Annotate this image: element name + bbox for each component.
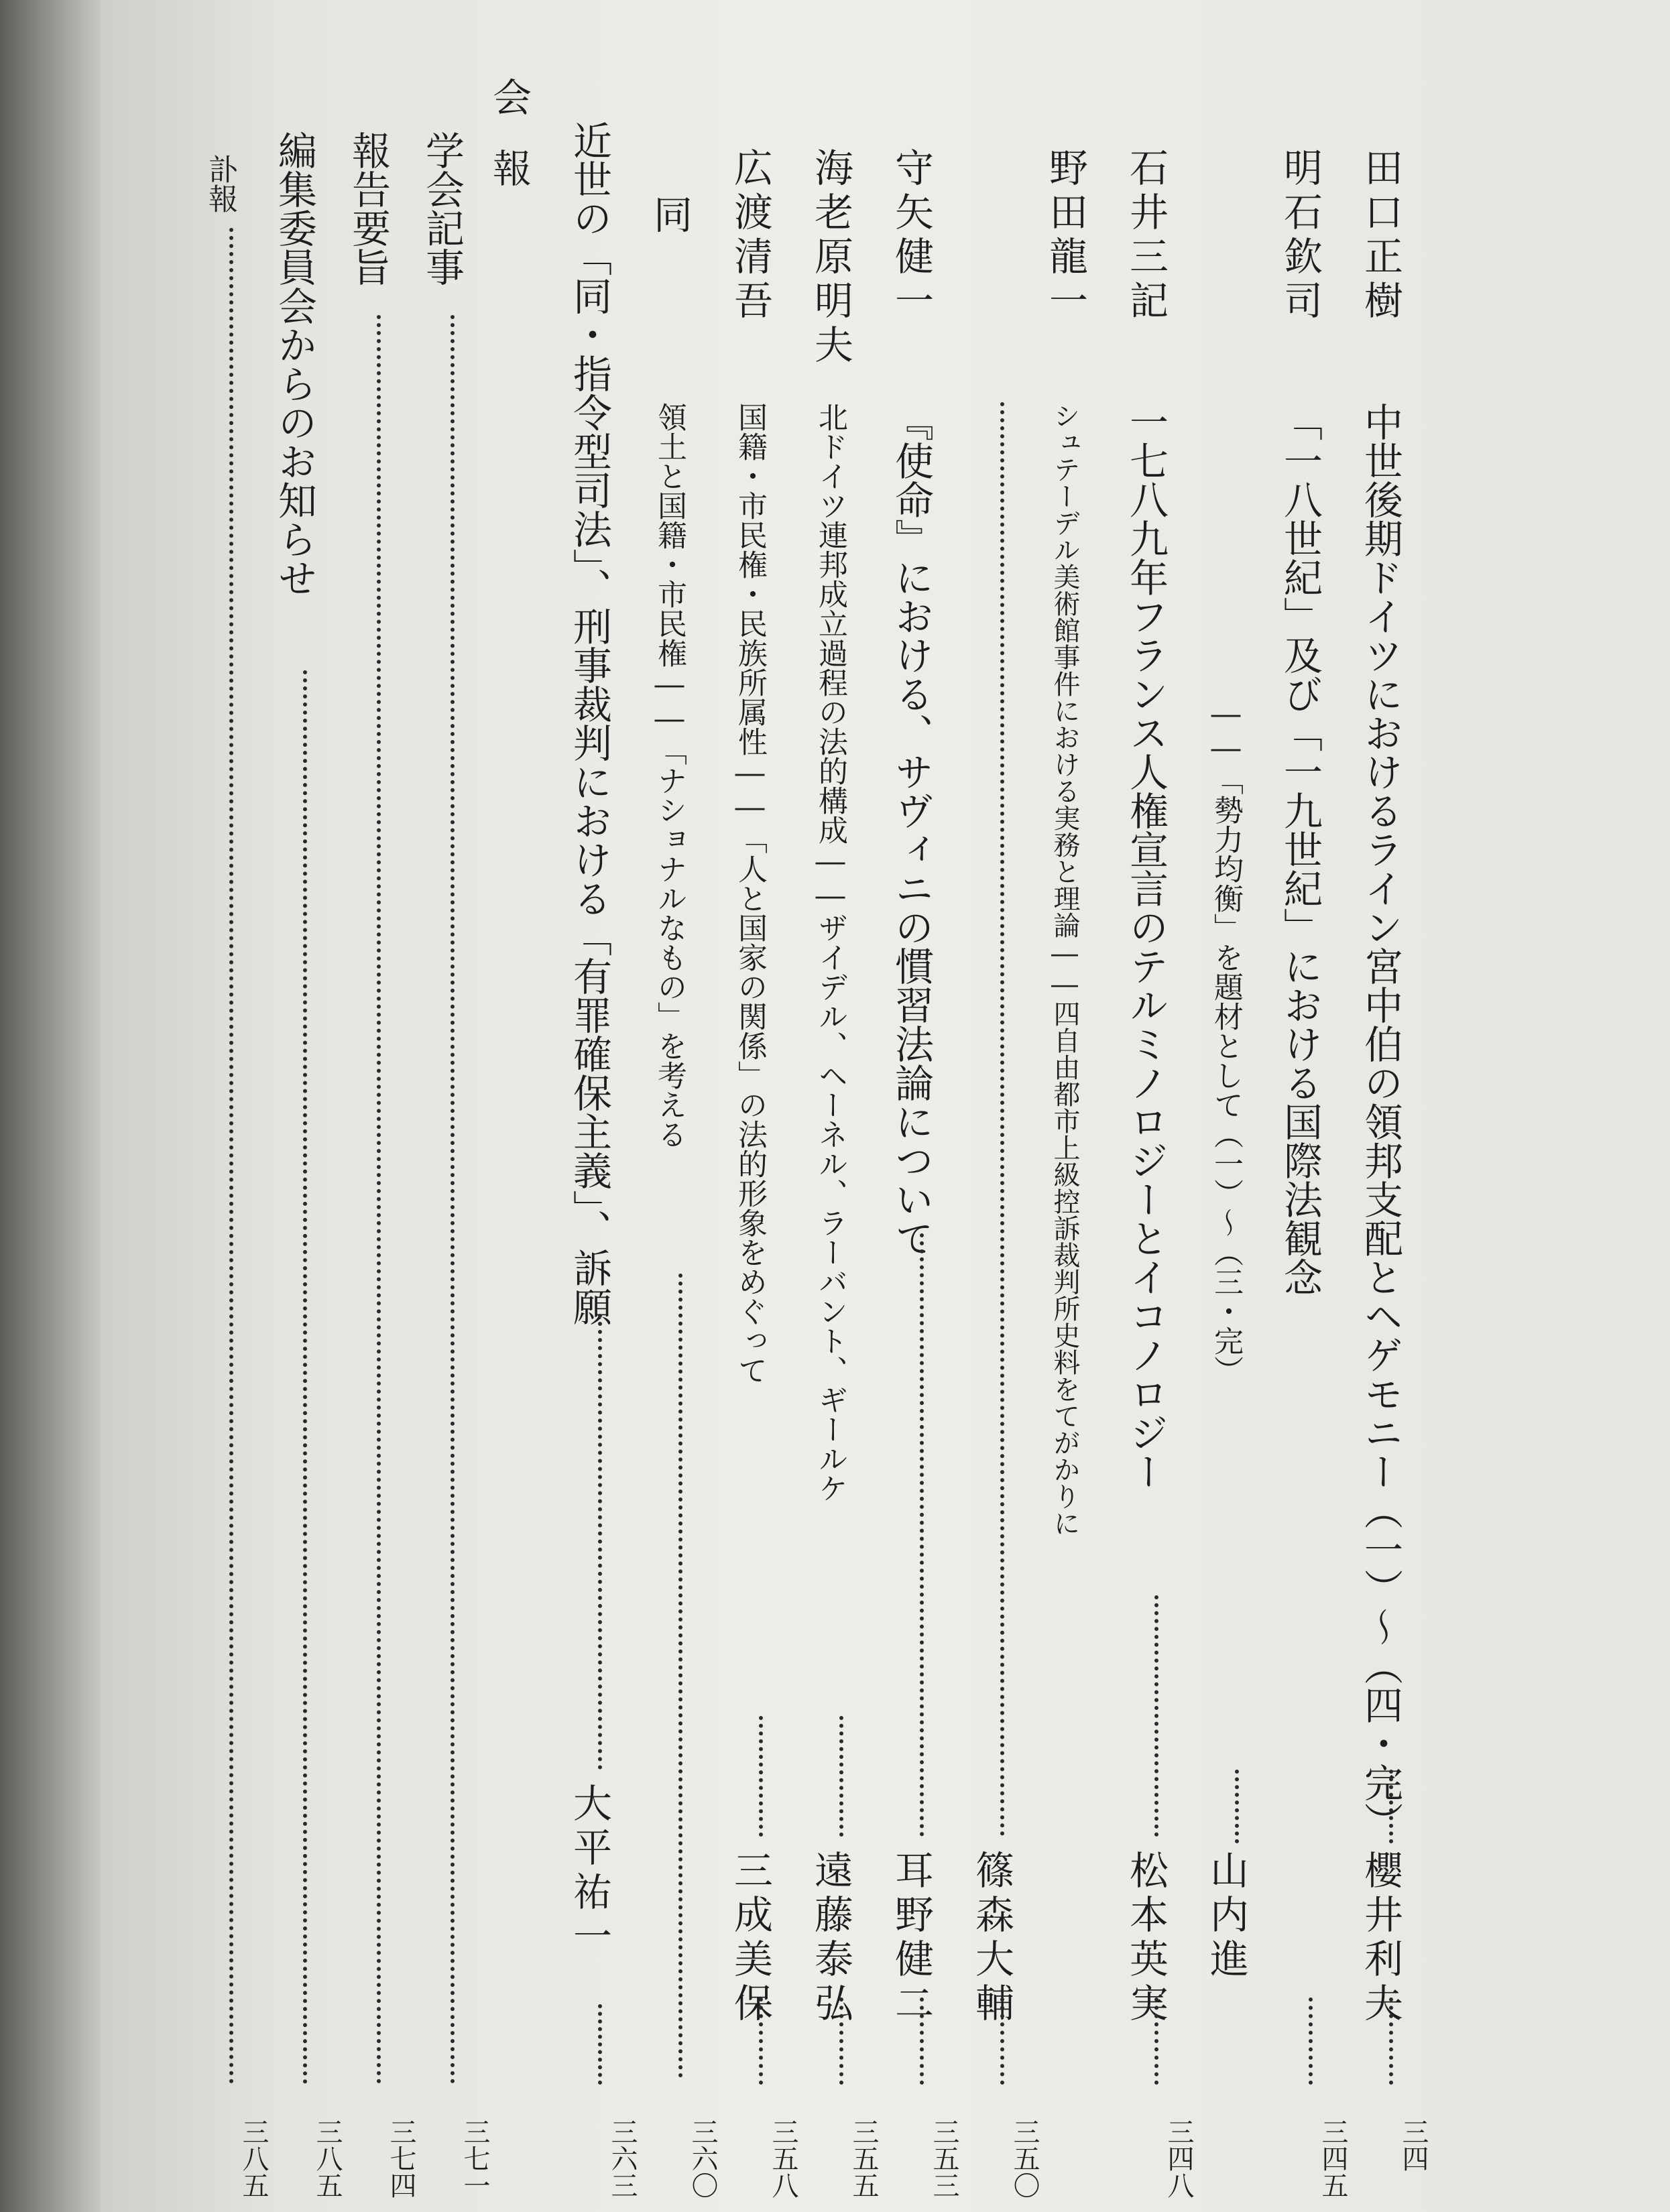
section-title: 会報: [486, 77, 532, 219]
leader-dots: [678, 1274, 682, 2078]
report-item-label: 訃報: [203, 154, 237, 213]
entry-title: 『使命』における、サヴィニの慣習法論について: [888, 402, 934, 1257]
entry-title: 一七八九年フランス人権宣言のテルミノロジーとイコノロジー: [1123, 402, 1169, 1491]
report-item: [345, 0, 416, 2212]
report-item-page: 三八五: [238, 2118, 269, 2199]
entry-page-number: 三六三: [607, 2118, 638, 2199]
report-item-page: 三七四: [385, 2118, 416, 2199]
entry-person: 松本英実: [1123, 1850, 1169, 2027]
entry-author: 野田龍一: [1042, 147, 1088, 324]
leader-dots: [759, 1716, 763, 1837]
leader-dots: [920, 1998, 924, 2085]
entry-title: 国籍・市民権・民族所属性――「人と国家の関係」の法的形象をめぐって: [733, 402, 767, 1385]
report-item: [201, 0, 269, 2212]
entry-person: 遠藤泰弘: [808, 1850, 853, 2027]
entry-page-number: 三五五: [848, 2118, 879, 2199]
leader-dots: [598, 1314, 602, 1770]
entry-person: 三成美保: [727, 1850, 773, 2027]
entry-author: 広渡清吾: [727, 147, 773, 324]
entry-title: 領土と国籍・市民権――「ナショナルなもの」を考える: [652, 402, 687, 1149]
leader-dots: [1235, 1770, 1239, 1843]
toc-entry: [1042, 0, 1106, 2212]
entry-author: 海老原明夫: [808, 147, 853, 369]
entry-title: 近世の「同・指令型司法」、刑事裁判における「有罪確保主義」、訴願: [566, 121, 612, 1326]
entry-person: 大平祐一: [566, 1783, 612, 1960]
leader-dots: [1309, 1998, 1313, 2085]
leader-dots: [1389, 1998, 1393, 2085]
report-item-page: 三八五: [312, 2118, 343, 2199]
entry-page-number: 三六〇: [687, 2118, 718, 2199]
leader-dots: [839, 1716, 843, 1837]
leader-dots: [1389, 1770, 1393, 1843]
entry-page-number: 三四: [1398, 2118, 1429, 2172]
entry-author: 同: [647, 194, 693, 239]
entry-person: 篠森大輔: [969, 1850, 1014, 2027]
toc-entry: [566, 0, 638, 2212]
book-spine-shadow: [0, 0, 101, 2212]
entry-person: 櫻井利夫: [1358, 1850, 1403, 2027]
leader-dots: [759, 1998, 763, 2085]
toc-entry: [888, 0, 959, 2212]
report-item-label: 学会記事: [419, 131, 465, 286]
leader-dots: [377, 315, 381, 2085]
entry-author: 田口正樹: [1358, 147, 1403, 324]
leader-dots: [598, 2004, 602, 2085]
report-item: [272, 0, 343, 2212]
entry-page-number: 三五〇: [1009, 2118, 1040, 2199]
report-item-label: 編集委員会からのお知らせ: [272, 131, 317, 597]
leader-dots: [451, 315, 455, 2085]
entry-author: 明石欽司: [1277, 147, 1323, 324]
toc-entry-subtitle: [1203, 0, 1267, 2212]
section-heading: [486, 0, 550, 2212]
toc-entry: [647, 0, 718, 2212]
report-item-page: 三七一: [459, 2118, 490, 2199]
leader-dots: [1154, 1595, 1158, 1837]
leader-dots: [1000, 402, 1004, 1837]
toc-page: [101, 0, 1670, 2212]
entry-page-number: 三五八: [768, 2118, 798, 2199]
toc-entry: [1123, 0, 1194, 2212]
entry-page-number: 三四八: [1163, 2118, 1194, 2199]
report-item: [419, 0, 490, 2212]
entry-subtitle: ――「勢力均衡」を題材として（一）〜（三・完）: [1209, 697, 1243, 1385]
entry-title: シュテーデル美術館事件における実務と理論――四自由都市上級控訴裁判所史料をてがかりに: [1049, 402, 1080, 1536]
toc-entry: [1358, 0, 1429, 2212]
entry-title: 中世後期ドイツにおけるライン宮中伯の領邦支配とヘゲモニー（一）〜（四・完）: [1358, 402, 1403, 1841]
leader-dots: [839, 1998, 843, 2085]
toc-entry: [727, 0, 798, 2212]
report-item-label: 報告要旨: [345, 131, 391, 286]
toc-entry: [808, 0, 879, 2212]
entry-page-number: 三四五: [1317, 2118, 1348, 2199]
entry-person: 山内進: [1203, 1850, 1249, 1983]
entry-person: 耳野健二: [888, 1850, 934, 2027]
entry-author: 守矢健一: [888, 147, 934, 324]
leader-dots: [229, 228, 233, 2085]
entry-author: 石井三記: [1123, 147, 1169, 324]
leader-dots: [1154, 1998, 1158, 2085]
leader-dots: [303, 670, 307, 2085]
toc-entry-continuation: [969, 0, 1040, 2212]
entry-page-number: 三五三: [929, 2118, 959, 2199]
leader-dots: [1000, 1998, 1004, 2085]
entry-title: 北ドイツ連邦成立過程の法的構成――ザイデル、ヘーネル、ラーバント、ギールケ: [813, 402, 847, 1503]
leader-dots: [920, 1233, 924, 1837]
entry-title: 「一八世紀」及び「一九世紀」における国際法観念: [1277, 402, 1323, 1296]
toc-entry: [1277, 0, 1348, 2212]
